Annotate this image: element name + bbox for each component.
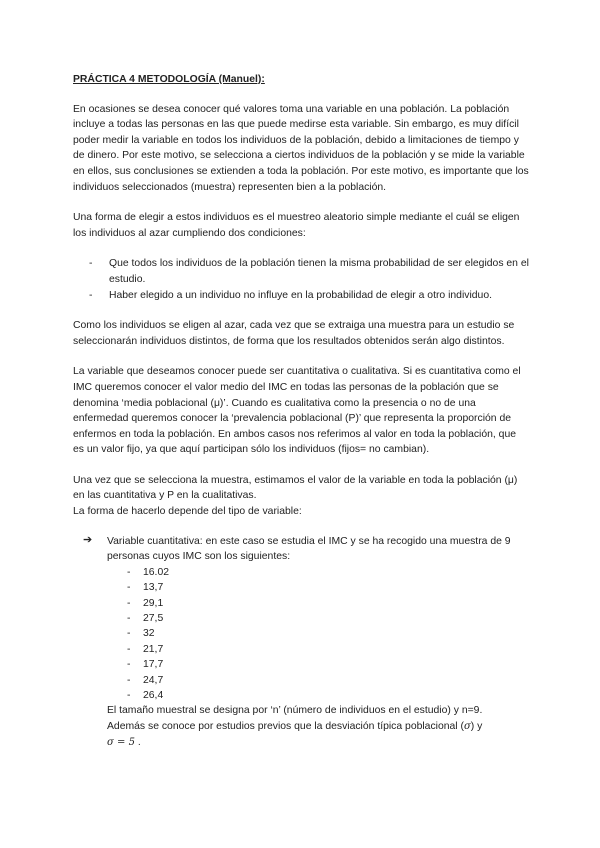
list-item	[107, 642, 529, 657]
sigma-value: σ = 5	[107, 736, 135, 748]
imc-value: 27,5	[143, 613, 164, 625]
sigma-text-end: ) y	[470, 720, 483, 732]
paragraph-variable-types: La variable que deseamos conocer puede ser cuantitativa o cualitativa. Si es cuantitativa como el IMC queremos conocer el valor medio del IMC en todas las personas de la población que se denomina ‘media poblacional (μ)’. Cuando es cualitativa como la presencia o no de una enfermedad queremos conocer la ‘prevalencia poblacional (P)’ que representa la proporción de enfermos en toda la población. En ambos casos nos referimos al valor en toda la población, que es un valor fijo, ya que aquí participan sólo los individuos (fijos= no cambian).	[73, 366, 521, 456]
paragraph-random: Como los individuos se eligen al azar, cada vez que se extraiga una muestra para un estudio se seleccionarán individuos distintos, de forma que los resultados obtenidos serán algo distintos.	[73, 320, 515, 347]
arrow-icon: ➔	[83, 533, 93, 546]
imc-value: 13,7	[143, 582, 164, 594]
dash-bullet: -	[127, 689, 131, 701]
list-item	[107, 673, 529, 688]
list-item	[107, 596, 529, 611]
imc-value: 21,7	[143, 643, 164, 655]
dash-bullet: -	[89, 289, 93, 301]
quantitative-section	[73, 534, 529, 750]
sigma-symbol: σ	[463, 720, 471, 732]
dash-bullet: -	[127, 566, 131, 578]
page-title: PRÁCTICA 4 METODOLOGÍA (Manuel):	[73, 74, 265, 85]
dash-bullet: -	[127, 659, 131, 671]
paragraph-sampling: Una forma de elegir a estos individuos es el muestreo aleatorio simple mediante el cuál se eligen los individuos al azar cumpliendo dos condiciones:	[73, 212, 520, 239]
paragraph-intro: En ocasiones se desea conocer qué valores toma una variable en una población. La población incluye a todas las personas en las que puede medirse esta variable. Sin embargo, es muy difícil poder medir la variable en todos los individuos de la población, debido a limitaciones de tiempo y de dinero. Por este motivo, se selecciona a ciertos individuos de la población y se mide la variable en ellos, sus conclusiones se extienden a toda la población. Por este motivo, es importante que los individuos seleccionados (muestra) representen bien a la población.	[73, 103, 529, 193]
sigma-text-start: Además se conoce por estudios previos que la desviación típica poblacional (	[107, 720, 464, 732]
conditions-list	[73, 256, 529, 303]
dash-bullet: -	[89, 258, 93, 270]
list-item	[107, 688, 529, 703]
paragraph-estimation: Una vez que se selecciona la muestra, estimamos el valor de la variable en toda la población (μ) en las cuantitativa y P en la cualitativas.	[73, 474, 518, 502]
paragraph-method: La forma de hacerlo depende del tipo de variable:	[73, 506, 302, 518]
imc-values-list	[107, 565, 529, 704]
list-item	[73, 288, 529, 304]
imc-value: 26,4	[143, 689, 164, 701]
dash-bullet: -	[127, 582, 131, 594]
dash-bullet: -	[127, 613, 131, 625]
imc-value: 17,7	[143, 659, 164, 671]
sigma-text	[107, 719, 529, 750]
quantitative-intro: Variable cuantitativa: en este caso se estudia el IMC y se ha recogido una muestra de 9 personas cuyos IMC son los siguientes:	[107, 535, 511, 563]
imc-value: 32	[143, 628, 155, 640]
document-content	[73, 72, 529, 750]
dash-bullet: -	[127, 597, 131, 609]
list-item	[107, 657, 529, 672]
imc-value: 16.02	[143, 566, 170, 578]
list-item	[73, 256, 529, 287]
sample-size-text: El tamaño muestral se designa por ‘n’ (número de individuos en el estudio) y n=9.	[107, 705, 483, 717]
imc-value: 24,7	[143, 674, 164, 686]
dash-bullet: -	[127, 643, 131, 655]
list-item	[107, 565, 529, 580]
list-item	[107, 580, 529, 595]
condition-text: Que todos los individuos de la población tienen la misma probabilidad de ser elegidos en el estudio.	[109, 258, 529, 285]
imc-value: 29,1	[143, 597, 164, 609]
dash-bullet: -	[127, 628, 131, 640]
dash-bullet: -	[127, 674, 131, 686]
list-item	[107, 611, 529, 626]
list-item	[107, 626, 529, 641]
condition-text: Haber elegido a un individuo no influye en la probabilidad de elegir a otro individuo.	[109, 289, 492, 301]
sigma-period: .	[134, 736, 141, 748]
